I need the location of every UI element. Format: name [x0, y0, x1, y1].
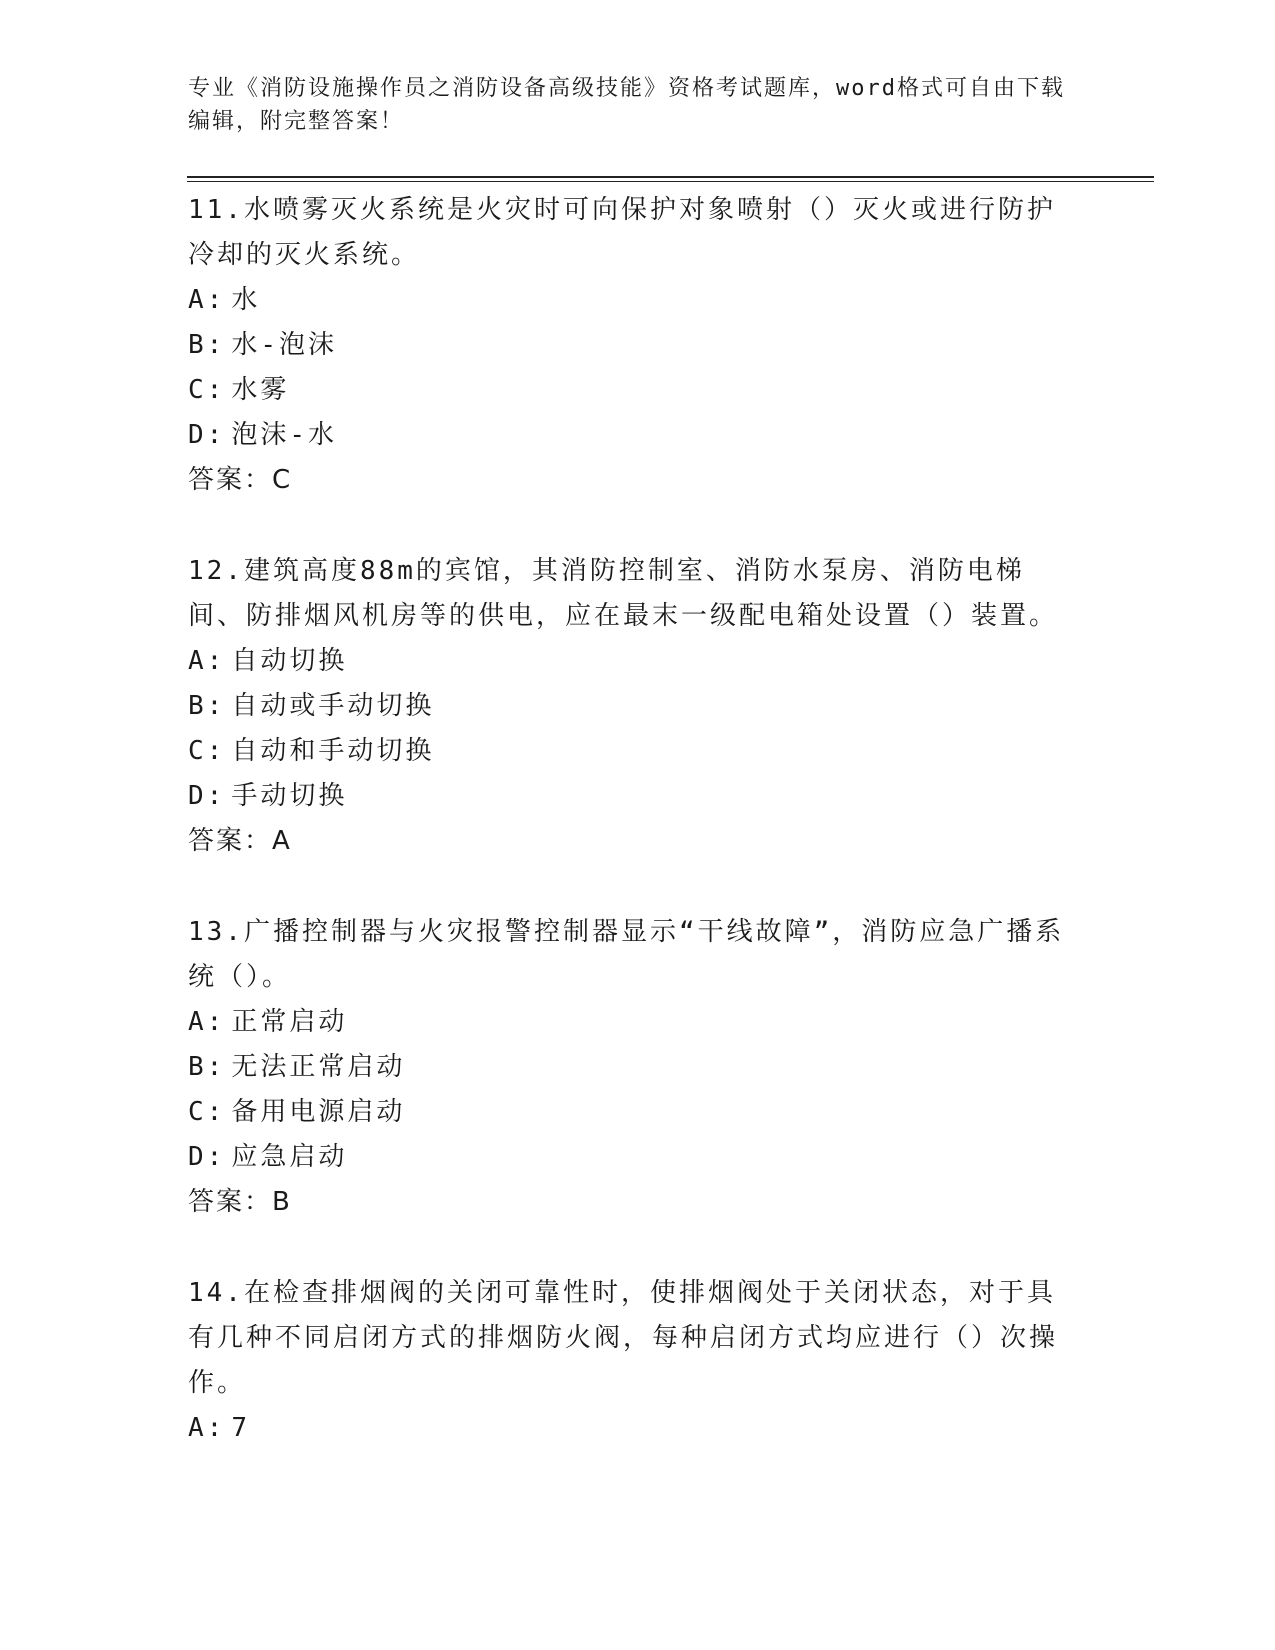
option-letter: B: — [188, 330, 226, 360]
option-text: 自动切换 — [231, 646, 348, 676]
option-text: 自动或手动切换 — [231, 691, 435, 721]
option-c — [188, 368, 1068, 413]
option-letter: A: — [188, 646, 226, 676]
option-letter: B: — [188, 1052, 226, 1082]
option-letter: D: — [188, 1142, 226, 1172]
answer-line: 答案：C — [188, 465, 293, 495]
option-text: 正常启动 — [231, 1007, 348, 1037]
header-divider-thin — [187, 181, 1154, 182]
option-c — [188, 729, 1068, 774]
option-letter: A: — [188, 1413, 226, 1443]
option-text: 水-泡沫 — [231, 330, 337, 360]
option-text: 自动和手动切换 — [231, 736, 435, 766]
option-text: 应急启动 — [231, 1142, 348, 1172]
option-letter: C: — [188, 375, 226, 405]
option-b — [188, 323, 1068, 368]
question-stem: 13.广播控制器与火灾报警控制器显示“干线故障”，消防应急广播系统（）。 — [188, 917, 1065, 992]
option-text: 7 — [231, 1413, 250, 1443]
option-letter: C: — [188, 736, 226, 766]
option-letter: C: — [188, 1097, 226, 1127]
question-12 — [188, 549, 1068, 864]
question-stem: 11.水喷雾灭火系统是火灾时可向保护对象喷射（）灭火或进行防护冷却的灭火系统。 — [188, 195, 1056, 270]
option-d — [188, 1135, 1068, 1180]
option-letter: D: — [188, 420, 226, 450]
question-13 — [188, 910, 1068, 1225]
option-text: 水雾 — [231, 375, 290, 405]
question-stem: 12.建筑高度88m的宾馆，其消防控制室、消防水泵房、消防电梯间、防排烟风机房等的供电，应在最末一级配电箱处设置（）装置。 — [188, 556, 1059, 631]
option-text: 水 — [231, 285, 261, 315]
option-d — [188, 774, 1068, 819]
question-stem: 14.在检查排烟阀的关闭可靠性时，使排烟阀处于关闭状态，对于具有几种不同启闭方式的排烟防火阀，每种启闭方式均应进行（）次操作。 — [188, 1278, 1059, 1398]
header-divider-thick — [187, 176, 1154, 178]
option-b — [188, 1045, 1068, 1090]
option-letter: B: — [188, 691, 226, 721]
option-a — [188, 1000, 1068, 1045]
option-text: 泡沫-水 — [231, 420, 337, 450]
option-a — [188, 639, 1068, 684]
option-text: 备用电源启动 — [231, 1097, 406, 1127]
question-list — [188, 188, 1068, 1497]
option-text: 无法正常启动 — [231, 1052, 406, 1082]
option-letter: A: — [188, 285, 226, 315]
question-11 — [188, 188, 1068, 503]
option-a — [188, 1406, 1068, 1451]
option-letter: A: — [188, 1007, 226, 1037]
document-header: 专业《消防设施操作员之消防设备高级技能》资格考试题库，word格式可自由下载编辑，附完整答案！ — [188, 76, 1065, 134]
option-b — [188, 684, 1068, 729]
option-c — [188, 1090, 1068, 1135]
question-14 — [188, 1271, 1068, 1451]
option-text: 手动切换 — [231, 781, 348, 811]
answer-line: 答案：A — [188, 826, 292, 856]
answer-line: 答案：B — [188, 1187, 292, 1217]
option-letter: D: — [188, 781, 226, 811]
option-d — [188, 413, 1068, 458]
option-a — [188, 278, 1068, 323]
